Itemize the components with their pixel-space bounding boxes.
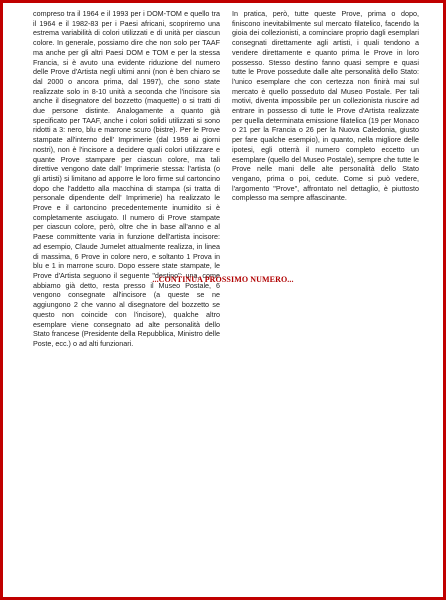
article-column-left — [33, 9, 220, 349]
article-column-right — [232, 9, 419, 349]
article-text-left: compreso tra il 1964 e il 1993 per i DOM-TOM e quello tra il 1964 e il 1982-83 per i Paesi africani, scopriremo una estrema variabilità di colori utilizzati e di unità per ciascun colore. In generale, possiamo dire che non solo per TAAF ma anche per gli altri Paesi DOM e TOM e per la stessa Francia, si è avuto una evidente riduzione del numero delle Prove d'Artista negli ultimi anni (non è ben chiaro se dal 2000 o ancora prima, dal 1997), che sono state realizzate solo in 8-10 unità a seconda che l'incisore sia anche il disegnatore del bozzetto (maquette) o si tratti di due persone distinte. Analogamente a quanto già specificato per TAAF, anche i colori solidi utilizzati si sono ridotti a 3: nero, blu e marrone scuro (bistre). Per le Prove stampate all'interno dell' Imprimerie (dal 1959 ai giorni nostri), non è l'incisore a decidere quali colori utilizzare e quante Prove stampare per ciascun colore, ma tali direttive vengono date dall' Imprimerie stessa: l'artista (o gli artisti) si limitano ad apporre le loro firme sul cartoncino dopo che l'addetto alla macchina di stampa (si tratta di personale dipendente dell' Imprimerie) ha realizzato le Prove e il cartoncino precedentemente inumidito si è completamente asciugato. Il numero di Prove stampate per ciascun colore, però, oltre che in base all'anno e al Paese committente varia in funzione dell'artista incisore: ad esempio, Claude Jumelet attualmente realizza, in linea di massima, 6 Prove in colore nero, e soltanto 1 Prova in blu e 1 in marrone scuro. Dopo essere state stampate, le Prove d'Artista seguono il seguente "destino": una, come abbiamo già detto, resta presso il Museo Postale, 6 vengono consegnate all'incisore (a queste se ne aggiungono 2 che vanno al disegnatore del bozzetto se questo non coincide con l'incisore), qualche altro esemplare viene consegnato ad alte personalità dello Stato francese (Presidente della Repubblica, Ministro delle Poste, ecc.) o ad alti funzionari. — [33, 9, 220, 348]
article-text-right: In pratica, però, tutte queste Prove, prima o dopo, finiscono inevitabilmente sul mercato filatelico, facendo la gioia dei collezionisti, a cominciare proprio dagli esemplari consegnati direttamente agli artisti, i quali tendono a vendere direttamente e quanto prima le Prove in loro possesso. Stesso destino fanno quasi sempre e quasi tutte le Prove possedute dalle alte personalità dello Stato: l'unico esemplare che con certezza non finirà mai sul mercato è quello posseduto dal Museo Postale. Per tali motivi, diventa impossibile per un collezionista riuscire ad entrare in possesso di tutte le Prove d'Artista realizzate per quella determinata emissione filatelica (19 per Monaco o 21 per la Francia o 26 per la Nuova Caledonia, giusto per fare qualche esempio), in quanto, nella migliore delle ipotesi, egli otterrà il numero completo eccetto un esemplare (quello del Museo Postale), sempre che tutte le Prove nelle mani delle alte personalità dello Stato vengano, prima o poi, cedute. Come si può vedere, l'argomento "Prove", affrontato nel dettaglio, è piuttosto complesso ma sempre affascinante. — [232, 9, 419, 203]
article-columns — [33, 9, 419, 349]
continued-next-issue: ...CONTINUA PROSSIMO NUMERO... — [152, 275, 294, 284]
